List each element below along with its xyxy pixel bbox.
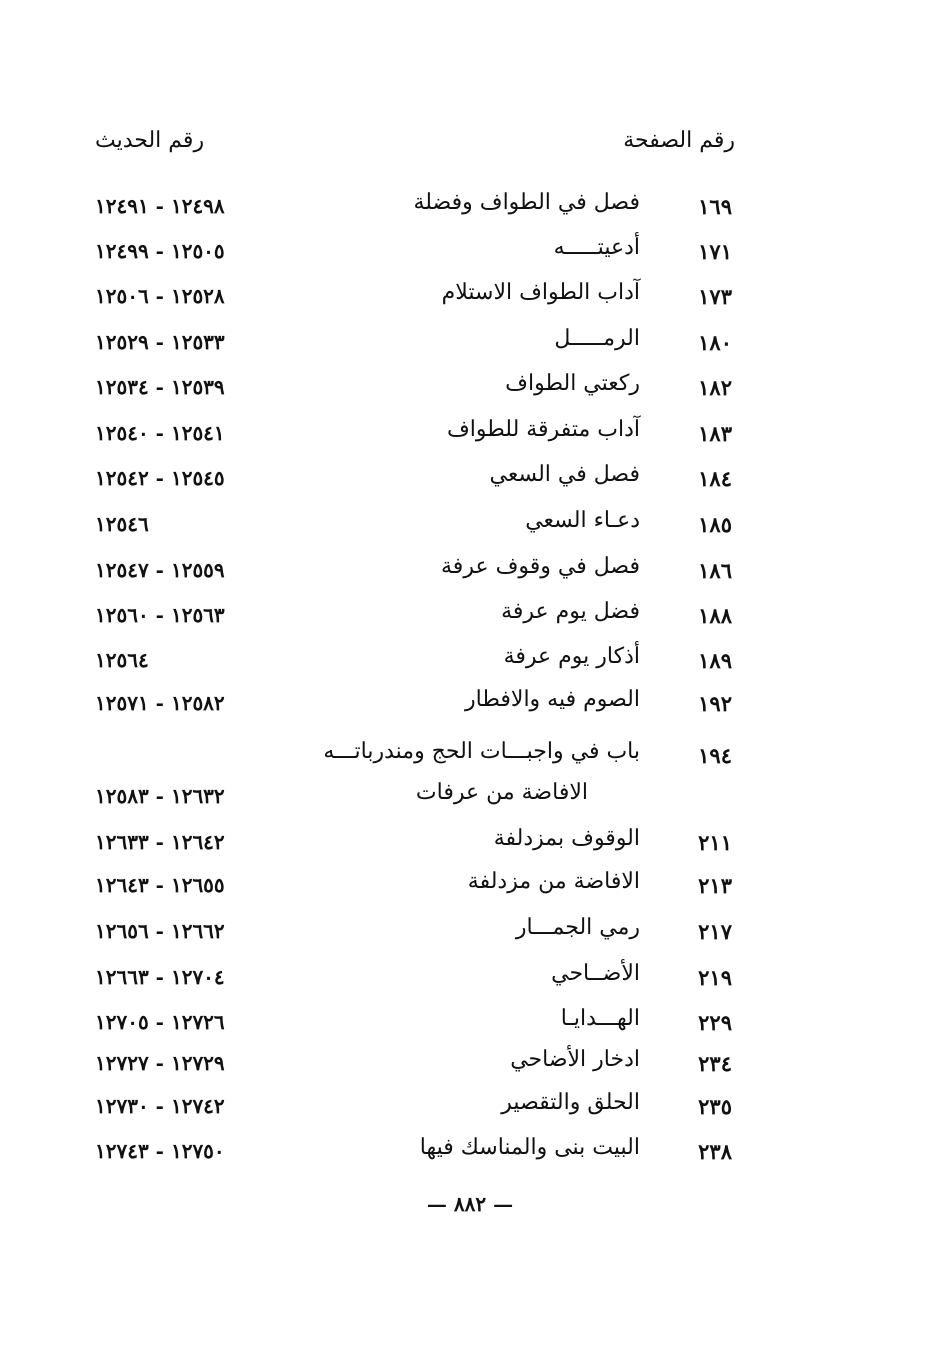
entry-title: البيت بنى والمناسك فيها — [419, 1135, 640, 1160]
entry-title: ادخار الأضاحي — [510, 1047, 640, 1072]
index-entry — [0, 1088, 940, 1128]
entry-page-number: ١٨٩ — [698, 648, 732, 673]
entry-page-number: ١٨٢ — [698, 375, 732, 400]
index-entry — [0, 415, 940, 455]
entry-page-number: ١٦٩ — [698, 194, 732, 219]
entry-hadith-range: ١٢٥٣٩ - ١٢٥٣٤ — [95, 375, 225, 399]
index-entry — [0, 867, 940, 907]
entry-hadith-range: ١٢٤٩٨ - ١٢٤٩١ — [95, 194, 225, 218]
index-entry — [0, 959, 940, 999]
entry-title: فصل في الطواف وفضلة — [413, 190, 640, 215]
index-entry — [0, 233, 940, 273]
entry-page-number: ١٨٨ — [698, 603, 732, 628]
entry-title: فصل في وقوف عرفة — [441, 554, 640, 579]
entry-title: فصل في السعي — [489, 462, 640, 487]
entry-hadith-range: ١٢٧٥٠ - ١٢٧٤٣ — [95, 1139, 225, 1163]
entry-page-number: ٢٢٩ — [698, 1010, 732, 1035]
index-entry — [0, 369, 940, 409]
entry-hadith-range: ١٢٦٣٢ - ١٢٥٨٣ — [95, 784, 225, 808]
entry-hadith-range: ١٢٥٨٢ - ١٢٥٧١ — [95, 691, 225, 715]
entry-title: دعـاء السعي — [525, 508, 640, 533]
entry-hadith-range: ١٢٧٢٦ - ١٢٧٠٥ — [95, 1010, 225, 1034]
index-entry — [0, 278, 940, 318]
entry-hadith-range: ١٢٥٤١ - ١٢٥٤٠ — [95, 421, 225, 445]
entry-title: ركعتي الطواف — [505, 371, 640, 396]
page-number-column-header: رقم الصفحة — [623, 128, 735, 153]
entry-hadith-range: ١٢٥٠٥ - ١٢٤٩٩ — [95, 239, 225, 263]
entry-page-number: ١٩٢ — [698, 691, 732, 716]
entry-page-number: ٢١١ — [698, 830, 732, 855]
entry-hadith-range: ١٢٥٤٥ - ١٢٥٤٢ — [95, 466, 225, 490]
index-entry — [0, 824, 940, 864]
entry-title: الرمـــــل — [554, 326, 640, 351]
entry-hadith-range: ١٢٦٥٥ - ١٢٦٤٣ — [95, 873, 225, 897]
entry-page-number: ١٨٤ — [698, 466, 732, 491]
entry-title: أدعيتـــــه — [553, 235, 640, 260]
index-entry — [0, 1133, 940, 1173]
index-entry — [0, 460, 940, 500]
entry-hadith-range: ١٢٥٥٩ - ١٢٥٤٧ — [95, 558, 225, 582]
entry-page-number: ٢١٣ — [698, 873, 732, 898]
index-entry — [0, 913, 940, 953]
entry-title: الصوم فيه والافطار — [465, 687, 640, 712]
entry-page-number: ٢٣٤ — [698, 1051, 732, 1076]
entry-hadith-range: ١٢٥٣٣ - ١٢٥٢٩ — [95, 330, 225, 354]
entry-page-number: ٢١٩ — [698, 965, 732, 990]
entry-hadith-range: ١٢٥٦٤ — [95, 648, 149, 672]
entry-title: الافاضة من مزدلفة — [467, 869, 640, 894]
entry-hadith-range: ١٢٧٤٢ - ١٢٧٣٠ — [95, 1094, 225, 1118]
index-entry — [0, 552, 940, 592]
entry-hadith-range: ١٢٥٤٦ — [95, 512, 149, 536]
entry-page-number: ١٧١ — [698, 239, 732, 264]
entry-hadith-range: ١٢٧٠٤ - ١٢٦٦٣ — [95, 965, 225, 989]
index-entry — [0, 597, 940, 637]
entry-hadith-range: ١٢٦٦٢ - ١٢٦٥٦ — [95, 919, 225, 943]
entry-title: فضل يوم عرفة — [501, 599, 640, 624]
entry-title: رمي الجمـــار — [515, 915, 640, 940]
entry-title: الهـــدايـا — [560, 1006, 640, 1031]
index-entry — [0, 1004, 940, 1044]
entry-title: باب في واجبـــات الحج ومندرباتـــه — [323, 739, 640, 764]
entry-page-number: ٢١٧ — [698, 919, 732, 944]
entry-page-number: ١٨٠ — [698, 330, 732, 355]
index-entry — [0, 737, 940, 777]
entry-title: آداب الطواف الاستلام — [441, 280, 640, 305]
entry-title: الافاضة من عرفات — [415, 780, 588, 805]
index-entry — [0, 1045, 940, 1085]
entry-title: الوقوف بمزدلفة — [493, 826, 640, 851]
entry-hadith-range: ١٢٥٦٣ - ١٢٥٦٠ — [95, 603, 225, 627]
entry-page-number: ١٧٣ — [698, 284, 732, 309]
index-entry — [0, 188, 940, 228]
hadith-number-column-header: رقم الحديث — [95, 128, 205, 153]
page-number-footer: — ٨٨٢ — — [426, 1192, 514, 1216]
entry-page-number: ٢٣٨ — [698, 1139, 732, 1164]
index-entry — [0, 642, 940, 682]
index-entry — [0, 685, 940, 725]
index-entry — [0, 506, 940, 546]
entry-title: الأضــاحي — [551, 961, 640, 986]
index-entry-continuation — [0, 778, 940, 818]
entry-title: آداب متفرقة للطواف — [446, 417, 640, 442]
entry-page-number: ١٨٣ — [698, 421, 732, 446]
entry-page-number: ١٨٦ — [698, 558, 732, 583]
entry-title: الحلق والتقصير — [501, 1090, 640, 1115]
entry-hadith-range: ١٢٧٢٩ - ١٢٧٢٧ — [95, 1051, 225, 1075]
index-entry — [0, 324, 940, 364]
entry-hadith-range: ١٢٦٤٢ - ١٢٦٣٣ — [95, 830, 225, 854]
entry-page-number: ١٨٥ — [698, 512, 732, 537]
entry-page-number: ١٩٤ — [698, 743, 732, 768]
entry-hadith-range: ١٢٥٢٨ - ١٢٥٠٦ — [95, 284, 225, 308]
entry-page-number: ٢٣٥ — [698, 1094, 732, 1119]
entry-title: أذكار يوم عرفة — [503, 644, 640, 669]
